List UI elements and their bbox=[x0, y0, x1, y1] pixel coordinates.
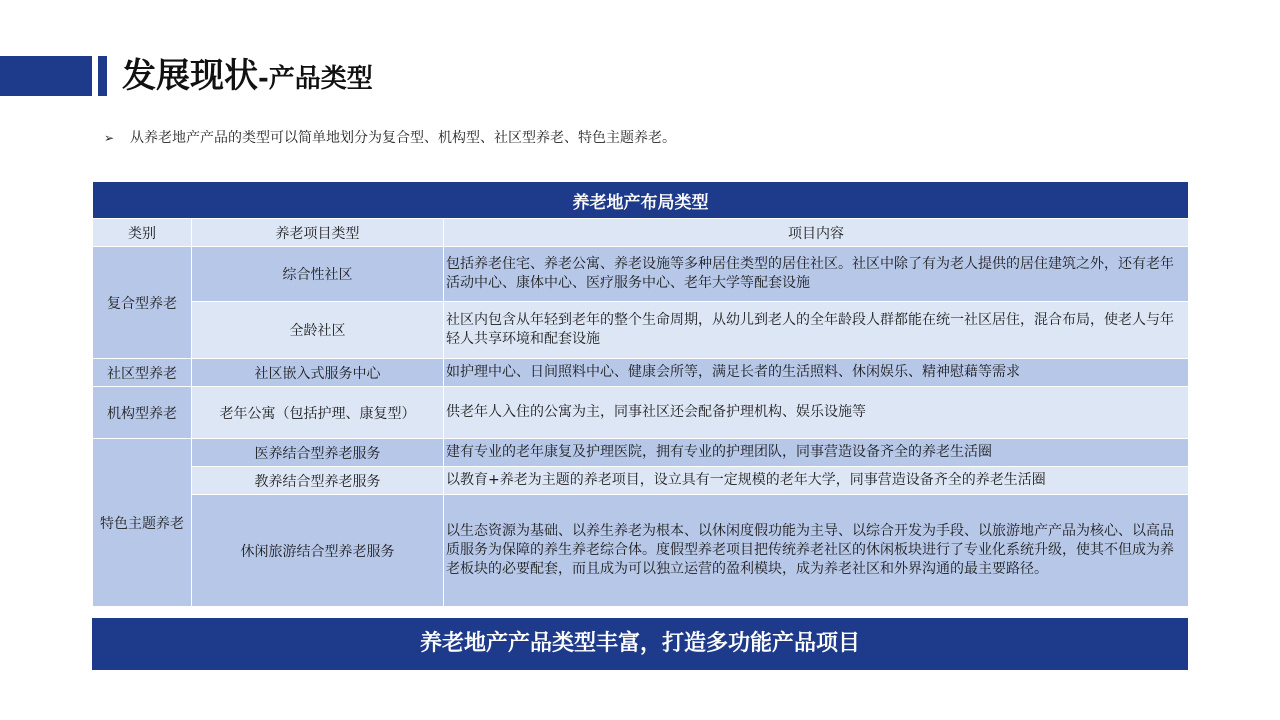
project-content-cell: 以教育+养老为主题的养老项目，设立具有一定规模的老年大学，同事营造设备齐全的养老生活圈 bbox=[444, 467, 1189, 495]
table-row bbox=[93, 247, 1189, 302]
project-type-cell: 休闲旅游结合型养老服务 bbox=[192, 495, 444, 607]
project-type-cell: 全龄社区 bbox=[192, 302, 444, 359]
summary-banner: 养老地产产品类型丰富，打造多功能产品项目 bbox=[92, 618, 1188, 670]
project-content-cell: 供老年人入住的公寓为主，同事社区还会配备护理机构、娱乐设施等 bbox=[444, 387, 1189, 439]
table-title: 养老地产布局类型 bbox=[93, 182, 1189, 219]
category-cell: 机构型养老 bbox=[93, 387, 192, 439]
project-type-cell: 综合性社区 bbox=[192, 247, 444, 302]
table-row bbox=[93, 302, 1189, 359]
column-header-project-type: 养老项目类型 bbox=[192, 219, 444, 247]
category-cell: 特色主题养老 bbox=[93, 439, 192, 607]
category-cell: 复合型养老 bbox=[93, 247, 192, 359]
table-row bbox=[93, 495, 1189, 607]
project-content-cell: 社区内包含从年轻到老年的整个生命周期，从幼儿到老人的全年龄段人群都能在统一社区居住，混合布局，使老人与年轻人共享环境和配套设施 bbox=[444, 302, 1189, 359]
intro-text: 从养老地产产品的类型可以简单地划分为复合型、机构型、社区型养老、特色主题养老。 bbox=[130, 130, 676, 146]
page-title-sub: -产品类型 bbox=[258, 64, 373, 94]
table-row bbox=[93, 387, 1189, 439]
intro-bullet bbox=[104, 127, 676, 147]
project-type-cell: 教养结合型养老服务 bbox=[192, 467, 444, 495]
project-content-cell: 包括养老住宅、养老公寓、养老设施等多种居住类型的居住社区。社区中除了有为老人提供的居住建筑之外，还有老年活动中心、康体中心、医疗服务中心、老年大学等配套设施 bbox=[444, 247, 1189, 302]
page-title bbox=[122, 54, 373, 98]
project-content-cell: 以生态资源为基础、以养生养老为根本、以休闲度假功能为主导、以综合开发为手段、以旅游地产产品为核心、以高品质服务为保障的养生养老综合体。度假型养老项目把传统养老社区的休闲板块进行了专业化系统升级，使其不但成为养老板块的必要配套，而且成为可以独立运营的盈利模块，成为养老社区和外界沟通的最主要路径。 bbox=[444, 495, 1189, 607]
table-row bbox=[93, 467, 1189, 495]
table-row bbox=[93, 439, 1189, 467]
layout-types-table bbox=[92, 181, 1188, 607]
arrow-bullet-icon: ➢ bbox=[104, 131, 115, 145]
table-row bbox=[93, 359, 1189, 387]
project-type-cell: 社区嵌入式服务中心 bbox=[192, 359, 444, 387]
project-type-cell: 老年公寓（包括护理、康复型） bbox=[192, 387, 444, 439]
column-header-category: 类别 bbox=[93, 219, 192, 247]
project-content-cell: 建有专业的老年康复及护理医院，拥有专业的护理团队，同事营造设备齐全的养老生活圈 bbox=[444, 439, 1189, 467]
page-title-main: 发展现状 bbox=[122, 56, 258, 96]
header-accent-bar bbox=[98, 56, 107, 96]
category-cell: 社区型养老 bbox=[93, 359, 192, 387]
header-left-bar bbox=[0, 56, 92, 96]
table-header-row bbox=[93, 219, 1189, 247]
project-content-cell: 如护理中心、日间照料中心、健康会所等，满足长者的生活照料、休闲娱乐、精神慰藉等需求 bbox=[444, 359, 1189, 387]
column-header-content: 项目内容 bbox=[444, 219, 1189, 247]
project-type-cell: 医养结合型养老服务 bbox=[192, 439, 444, 467]
